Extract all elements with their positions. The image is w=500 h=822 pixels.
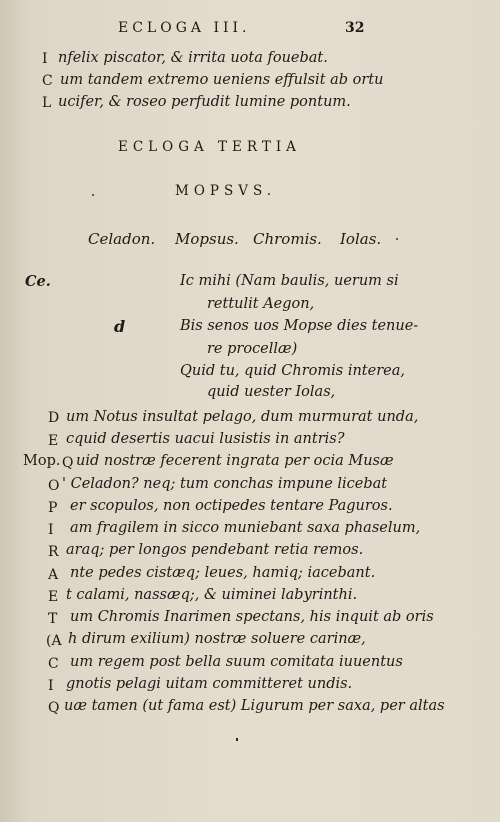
line-initial: E	[48, 589, 59, 605]
line-initial: I	[48, 678, 54, 694]
line-initial: L	[42, 95, 52, 111]
verse-line: t calami, nassæq;, & uiminei labyrinthi.	[66, 587, 358, 603]
cast-name: Celadon.	[88, 230, 156, 248]
verse-line: gnotis pelagi uitam committeret undis.	[66, 676, 353, 692]
line-initial: (A	[46, 633, 62, 649]
line-initial: T	[48, 611, 58, 627]
line-initial: C	[42, 73, 53, 89]
verse-line: er scopulos, non octipedes tentare Paguros.	[70, 498, 393, 514]
verse-line: am fragilem in sicco muniebant saxa phaselum,	[70, 520, 421, 536]
verse-line: quid uester Iolas,	[207, 384, 336, 400]
verse-line: um tandem extremo ueniens effulsit ab ortu	[60, 72, 384, 88]
verse-line: ucifer, & roseo perfudit lumine pontum.	[58, 94, 351, 110]
line-initial: P	[48, 500, 58, 516]
page-number: 32	[345, 20, 365, 36]
ink-speck	[236, 738, 238, 741]
verse-line: nfelix piscator, & irrita uota fouebat.	[58, 50, 328, 66]
verse-line: nte pedes cistæq; leues, hamiq; iacebant.	[70, 565, 376, 581]
verse-line: um regem post bella suum comitata iuuentus	[70, 654, 403, 670]
section-title: ECLOGA TERTIA	[118, 139, 301, 155]
verse-line: rettulit Aegon,	[207, 296, 315, 312]
running-header: ECLOGA III.	[118, 20, 251, 36]
line-initial: A	[48, 567, 59, 583]
verse-line: Ic mihi (Nam baulis, uerum si	[180, 273, 399, 289]
cast-name: Chromis.	[253, 230, 322, 248]
ink-speck	[92, 194, 94, 196]
verse-line: h dirum exilium) nostræ soluere carinæ,	[68, 631, 366, 647]
line-initial: d	[114, 317, 126, 336]
verse-line: Quid tu, quid Chromis interea,	[180, 363, 405, 379]
verse-line: uid nostræ fecerent ingrata per ocia Musæ	[76, 453, 394, 469]
ink-speck	[396, 238, 398, 240]
section-subtitle: MOPSVS.	[175, 183, 277, 199]
verse-line: uæ tamen (ut fama est) Ligurum per saxa, per altas	[64, 698, 445, 714]
line-initial: Q	[62, 455, 74, 471]
line-initial: Q	[48, 700, 60, 716]
line-initial: D	[48, 410, 60, 426]
line-initial: I	[42, 51, 48, 67]
cast-name: Mopsus.	[175, 230, 239, 248]
line-initial: I	[48, 522, 54, 538]
line-initial: C	[48, 656, 59, 672]
verse-line: re procellæ)	[207, 341, 298, 357]
verse-line: Bis senos uos Mopse dies tenue-	[180, 318, 419, 334]
verse-line: cquid desertis uacui lusistis in antris?	[66, 431, 345, 447]
verse-line: um Chromis Inarimen spectans, his inquit ab oris	[70, 609, 434, 625]
speaker-label: Ce.	[25, 273, 51, 290]
line-initial: E	[48, 433, 59, 449]
verse-line: ' Celadon? neq; tum conchas impune licebat	[62, 476, 388, 492]
cast-name: Iolas.	[340, 230, 382, 248]
line-initial: R	[48, 544, 59, 560]
verse-line: um Notus insultat pelago, dum murmurat unda,	[66, 409, 419, 425]
speaker-label: Mop.	[23, 453, 61, 469]
verse-line: araq; per longos pendebant retia remos.	[66, 542, 364, 558]
line-initial: O	[48, 478, 60, 494]
